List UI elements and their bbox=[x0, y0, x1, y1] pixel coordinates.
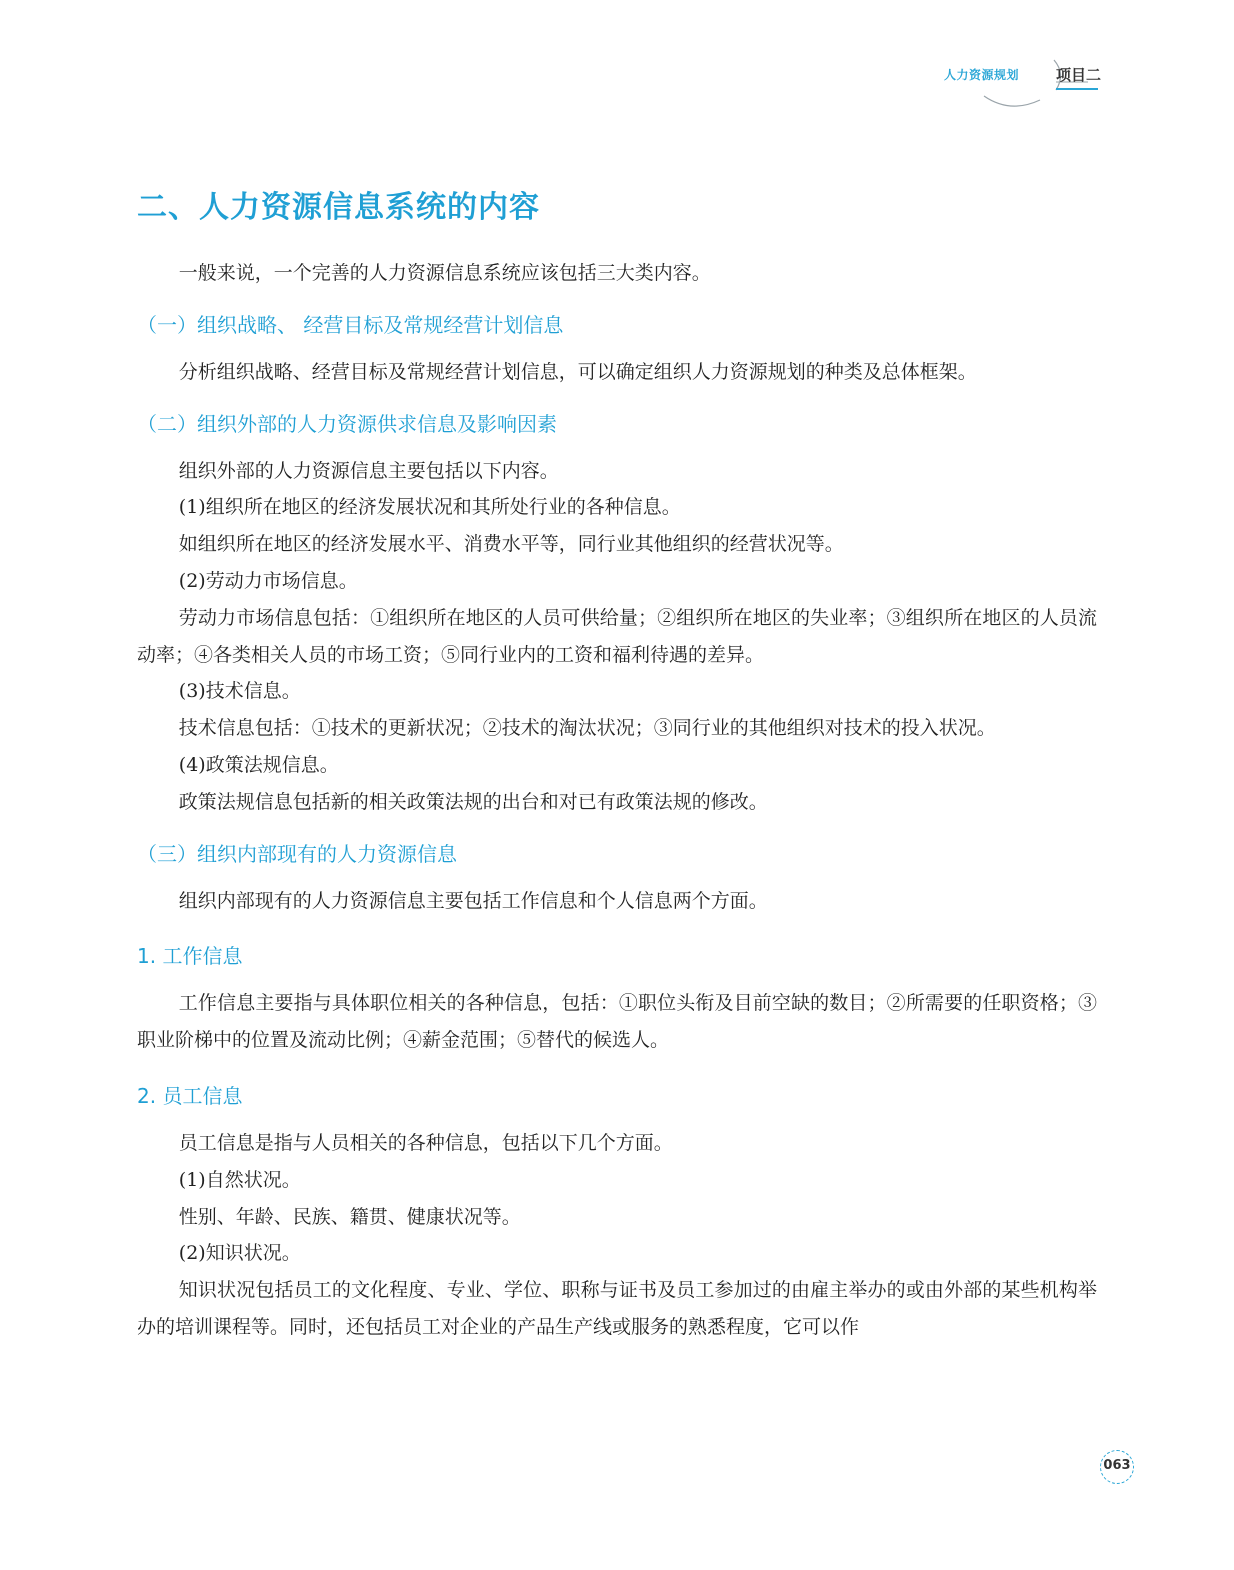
running-header bbox=[940, 62, 1110, 122]
paragraph: 分析组织战略、经营目标及常规经营计划信息，可以确定组织人力资源规划的种类及总体框架。 bbox=[178, 360, 977, 383]
paragraph: 性别、年龄、民族、籍贯、健康状况等。 bbox=[178, 1205, 521, 1228]
page-body bbox=[137, 185, 1097, 1346]
paragraph: 技术信息包括：①技术的更新状况；②技术的淘汰状况；③同行业的其他组织对技术的投入状况。 bbox=[178, 717, 996, 740]
section-title: 二、人力资源信息系统的内容 bbox=[137, 190, 540, 225]
paragraph: (1)组织所在地区的经济发展状况和其所处行业的各种信息。 bbox=[178, 496, 681, 519]
paragraph: 员工信息是指与人员相关的各种信息，包括以下几个方面。 bbox=[178, 1131, 673, 1154]
subsection-heading-2: （二）组织外部的人力资源供求信息及影响因素 bbox=[137, 411, 557, 436]
paragraph: 政策法规信息包括新的相关政策法规的出台和对已有政策法规的修改。 bbox=[178, 790, 768, 813]
paragraph: (3)技术信息。 bbox=[178, 680, 301, 703]
sub-heading-employee-info: 2. 员工信息 bbox=[137, 1083, 243, 1108]
paragraph: (2)知识状况。 bbox=[178, 1242, 301, 1265]
paragraph: 知识状况包括员工的文化程度、专业、学位、职称与证书及员工参加过的由雇主举办的或由外部的某些机构举办的培训课程等。同时，还包括员工对企业的产品生产线或服务的熟悉程度，它可以作 bbox=[137, 1279, 1097, 1338]
paragraph: (4)政策法规信息。 bbox=[178, 753, 339, 776]
header-underline bbox=[1056, 88, 1098, 90]
page-number bbox=[1098, 1448, 1138, 1488]
paragraph: 组织内部现有的人力资源信息主要包括工作信息和个人信息两个方面。 bbox=[178, 889, 768, 912]
paragraph: 工作信息主要指与具体职位相关的各种信息，包括：①职位头衔及目前空缺的数目；②所需要的任职资格；③职业阶梯中的位置及流动比例；④薪金范围；⑤替代的候选人。 bbox=[137, 992, 1097, 1052]
paragraph: (1)自然状况。 bbox=[178, 1168, 301, 1191]
paragraph: 组织外部的人力资源信息主要包括以下内容。 bbox=[178, 459, 559, 482]
sub-heading-work-info: 1. 工作信息 bbox=[137, 944, 243, 969]
paragraph: (2)劳动力市场信息。 bbox=[178, 569, 358, 592]
paragraph: 劳动力市场信息包括：①组织所在地区的人员可供给量；②组织所在地区的失业率；③组织所在地区的人员流动率；④各类相关人员的市场工资；⑤同行业内的工资和福利待遇的差异。 bbox=[137, 606, 1097, 666]
page-number-text: 063 bbox=[1103, 1458, 1131, 1473]
subsection-heading-1: （一）组织战略、 经营目标及常规经营计划信息 bbox=[137, 312, 564, 337]
header-project-label: 项目二 bbox=[1056, 66, 1102, 84]
paragraph: 如组织所在地区的经济发展水平、消费水平等，同行业其他组织的经营状况等。 bbox=[178, 533, 844, 556]
header-chapter-title: 人力资源规划 bbox=[944, 68, 1020, 82]
intro-paragraph: 一般来说，一个完善的人力资源信息系统应该包括三大类内容。 bbox=[178, 262, 711, 284]
subsection-heading-3: （三）组织内部现有的人力资源信息 bbox=[137, 841, 457, 866]
